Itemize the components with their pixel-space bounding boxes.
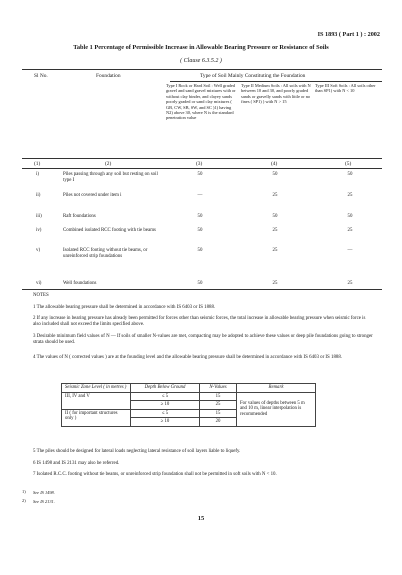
note-6: 6 IS 1498 and IS 2131 may also be referred. <box>33 461 120 466</box>
row-value-type-3: 25 <box>347 281 353 286</box>
row-value-type-3: 25 <box>347 228 353 233</box>
column-header-foundation: Foundation <box>96 73 121 79</box>
sub-n-value: 25 <box>200 401 237 410</box>
sub-n-value: 15 <box>200 409 237 418</box>
row-value-type-2: 25 <box>272 281 278 286</box>
footnote-1-marker: 1) <box>22 489 26 494</box>
sub-depth: ≥ 10 <box>131 401 200 410</box>
row-foundation: Raft foundations <box>63 214 96 219</box>
sub-header-depth: Depth Below Ground <box>131 384 200 393</box>
sub-header-remark: Remark <box>237 384 316 393</box>
table-title: Table 1 Percentage of Permissible Increase in Allowable Bearing Pressure or Resistance of Soils <box>73 44 329 51</box>
row-foundation: Isolated RCC footing without tie beams, or unreinforced strip foundations <box>63 248 148 260</box>
row-value-type-1: 50 <box>197 172 203 177</box>
row-sl: v) <box>36 248 41 253</box>
clause-reference: ( Clause 6.3.5.2 ) <box>180 58 222 64</box>
row-foundation: Piles passing through any soil but resting on soil type I <box>63 172 158 184</box>
row-sl: i) <box>36 172 39 177</box>
soil-type-3-description: Type III Soft Soils : All soils other than SP1) with N < 10 <box>315 83 376 94</box>
column-header-sl-no: Sl No. <box>34 73 48 79</box>
row-value-type-3: 25 <box>347 193 353 198</box>
footnote-1: See IS 1498. <box>33 490 55 495</box>
note-4: 4 The values of N ( corrected values ) are at the founding level and the allowable bearing pressure shall be determined in accordance with IS 6403 or IS 1888. <box>33 355 342 360</box>
sub-depth: ≤ 5 <box>131 409 200 418</box>
table-top-rule <box>22 69 382 70</box>
seismic-zone-table <box>61 383 316 427</box>
column-header-soil-type: Type of Soil Mainly Constituting the Foundation <box>200 73 306 79</box>
row-sl: ii) <box>36 193 41 198</box>
notes-heading: NOTES <box>33 293 49 298</box>
footnote-2-marker: 2) <box>22 498 26 503</box>
row-value-type-1: 50 <box>197 281 203 286</box>
sub-n-value: 20 <box>200 418 237 427</box>
row-value-type-2: 25 <box>272 228 278 233</box>
column-number-rule <box>22 168 382 169</box>
sub-zone-1: III, IV and V <box>62 392 131 409</box>
row-foundation: Combined isolated RCC footing with tie beams <box>63 228 156 233</box>
sub-depth: ≤ 5 <box>131 392 200 401</box>
sub-remark: For values of depths between 5 m and 10 m, linear interpolation is recommended <box>237 392 316 426</box>
sub-zone-2: II ( for important structures only ) <box>62 409 131 426</box>
row-foundation: Well foundations <box>63 281 97 286</box>
page-number: 15 <box>197 515 205 522</box>
row-value-type-1: — <box>197 193 203 198</box>
footnote-2: See IS 2131. <box>33 499 55 504</box>
row-value-type-3: 50 <box>347 214 353 219</box>
row-value-type-2: 50 <box>272 214 278 219</box>
note-7: 7 Isolated R.C.C. footing without tie beams, or unreinforced strip foundation shall not be permitted in soft soils with N < 10. <box>33 472 277 477</box>
sub-header-n-values: N-Values <box>200 384 237 393</box>
column-number-5: (5) <box>345 161 352 167</box>
row-value-type-1: 50 <box>197 228 203 233</box>
note-5: 5 The piles should be designed for lateral loads neglecting lateral resistance of soil layers liable to liquefy. <box>33 449 241 454</box>
standard-header: IS 1893 ( Part 1 ) : 2002 <box>317 31 380 38</box>
row-value-type-3: 50 <box>347 172 353 177</box>
note-1: 1 The allowable bearing pressure shall be determined in accordance with IS 6403 or IS 1888. <box>33 305 216 310</box>
row-value-type-2: 50 <box>272 172 278 177</box>
note-2: 2 If any increase in bearing pressure has already been permitted for forces other than seismic forces, the total increase in allowable bearing pressure when seismic force is also included shall not exceed the limits specified above. <box>33 316 366 327</box>
column-number-3: (3) <box>196 161 203 167</box>
soil-group-rule <box>170 81 382 82</box>
sub-n-value: 15 <box>200 392 237 401</box>
sub-depth: ≥ 10 <box>131 418 200 427</box>
row-sl: vi) <box>36 281 42 286</box>
column-number-1: (1) <box>34 161 41 167</box>
table-bottom-rule <box>22 289 382 290</box>
row-sl: iii) <box>36 214 42 219</box>
column-number-2: (2) <box>105 161 112 167</box>
header-bottom-rule <box>22 158 382 159</box>
row-value-type-1: 50 <box>197 214 203 219</box>
note-3: 3 Desirable minimum field values of N — If soils of smaller N-values are met, compacting may be adopted to achieve these values or deep pile foundations going to stronger strata should be used. <box>33 334 373 345</box>
row-sl: iv) <box>36 228 42 233</box>
row-foundation: Piles not covered under item i <box>63 193 122 198</box>
row-value-type-2: 25 <box>272 193 278 198</box>
soil-type-2-description: Type II Medium Soils : All soils with N between 10 and 30, and poorly graded sands or gravelly sands with little or no fines ( SP1) ) with N > 15 <box>241 83 311 105</box>
row-value-type-2: 25 <box>272 248 278 253</box>
row-value-type-3: — <box>347 248 353 253</box>
sub-header-zone: Seismic Zone Level ( in metres ) <box>62 384 131 393</box>
row-value-type-1: 50 <box>197 248 203 253</box>
column-number-4: (4) <box>271 161 278 167</box>
soil-type-1-description: Type I Rock or Hard Soil : Well graded gravel and sand gravel mixtures with or without clay binder, and clayey sands poorly graded or sand clay mixtures ( GB, CW, SB, SW, and SC )1) having N2) above 30, where N is the standard penetration value <box>166 83 236 121</box>
